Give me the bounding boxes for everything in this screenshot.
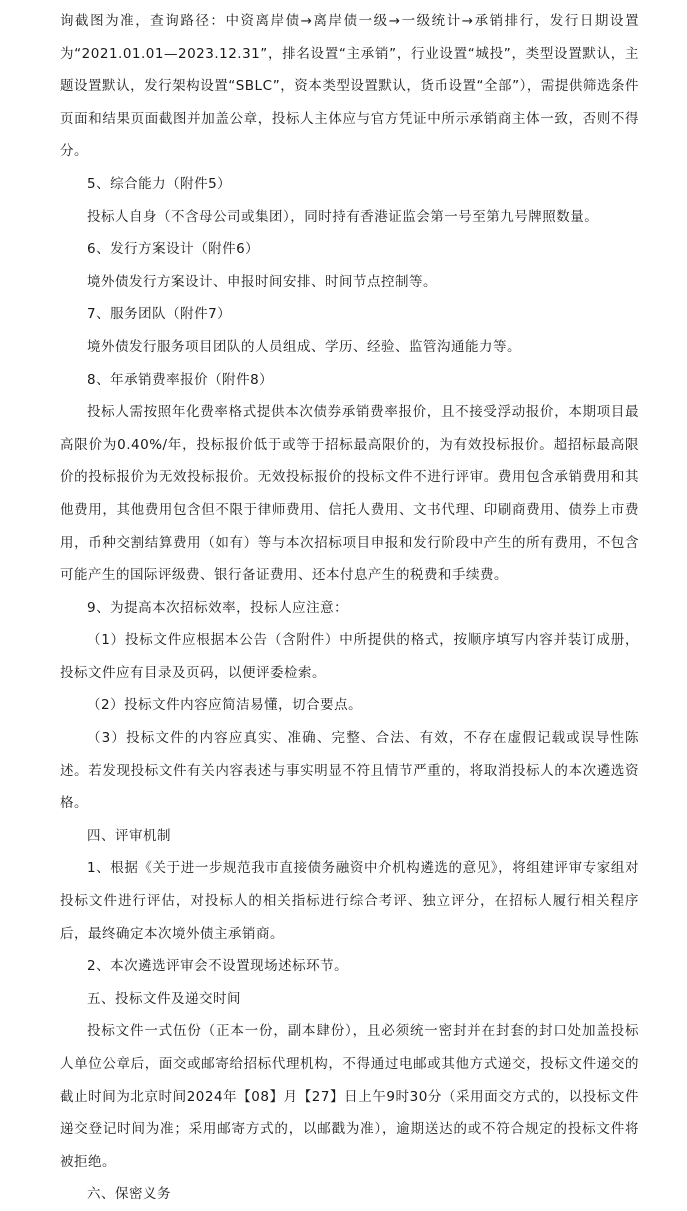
heading-fee-quote: 8、年承销费率报价（附件8）	[87, 371, 274, 388]
section-heading-confidentiality: 六、保密义务	[87, 1186, 171, 1203]
section-heading-review: 四、评审机制	[87, 827, 171, 844]
list-item-note-2: （2）投标文件内容应简洁易懂，切合要点。	[87, 697, 363, 714]
paragraph-issuance-plan: 境外债发行方案设计、申报时间安排、时间节点控制等。	[87, 273, 437, 290]
paragraph-license-count: 投标人自身（不含母公司或集团），同时持有香港证监会第一号至第九号牌照数量。	[87, 208, 599, 225]
heading-comprehensive-capability: 5、综合能力（附件5）	[87, 175, 232, 192]
paragraph-fee-quote: 投标人需按照年化费率格式提供本次债券承销费率报价，且不接受浮动报价，本期项目最高限价为0.40%/年，投标报价低于或等于招标最高限价的，为有效投标报价。超招标最高限价的投标报价为无效投标报价。无效投标报价的投标文件不进行评审。费用包含承销费用和其他费用，其他费用包含但不限于律师费用、信托人费用、文书代理、印刷商费用、债券上市费用，币种交割结算费用（如有）等与本次招标项目申报和发行阶段中产生的所有费用，不包含可能产生的国际评级费、银行备证费用、还本付息产生的税费和手续费。	[60, 404, 639, 584]
heading-bidder-notes: 9、为提高本次招标效率，投标人应注意：	[87, 599, 349, 616]
paragraph-review-1: 1、根据《关于进一步规范我市直接债务融资中介机构遴选的意见》，将组建评审专家组对投标文件进行评估，对投标人的相关指标进行综合考评、独立评分，在招标人履行相关程序后，最终确定本次境外债主承销商。	[60, 860, 639, 942]
paragraph-review-2: 2、本次遴选评审会不设置现场述标环节。	[87, 958, 349, 975]
heading-issuance-plan: 6、发行方案设计（附件6）	[87, 241, 260, 258]
paragraph-query-path: 询截图为准，查询路径：中资离岸债→离岸债一级→一级统计→承销排行，发行日期设置为“2021.01.01—2023.12.31”，排名设置“主承销”，行业设置“城投”，类型设置默认，主题设置默认，发行架构设置“SBLC”，资本类型设置默认，货币设置“全部”），需提供筛选条件页面和结果页面截图并加盖公章，投标人主体应与官方凭证中所示承销商主体一致，否则不得分。	[60, 13, 639, 160]
list-item-note-3: （3）投标文件的内容应真实、准确、完整、合法、有效，不存在虚假记载或误导性陈述。若发现投标文件有关内容表述与事实明显不符且情节严重的，将取消投标人的本次遴选资格。	[60, 730, 639, 812]
list-item-note-1: （1）投标文件应根据本公告（含附件）中所提供的格式，按顺序填写内容并装订成册，投标文件应有目录及页码，以便评委检索。	[60, 632, 639, 681]
section-heading-submission: 五、投标文件及递交时间	[87, 990, 241, 1007]
paragraph-submission: 投标文件一式伍份（正本一份，副本肆份），且必须统一密封并在封套的封口处加盖投标人单位公章后，面交或邮寄给招标代理机构，不得通过电邮或其他方式递交，投标文件递交的截止时间为北京时间2024年【08】月【27】日上午9时30分（采用面交方式的，以投标文件递交登记时间为准；采用邮寄方式的，以邮戳为准），逾期送达的或不符合规定的投标文件将被拒绝。	[60, 1023, 639, 1170]
heading-service-team: 7、服务团队（附件7）	[87, 306, 232, 323]
paragraph-service-team: 境外债发行服务项目团队的人员组成、学历、经验、监管沟通能力等。	[87, 338, 521, 355]
